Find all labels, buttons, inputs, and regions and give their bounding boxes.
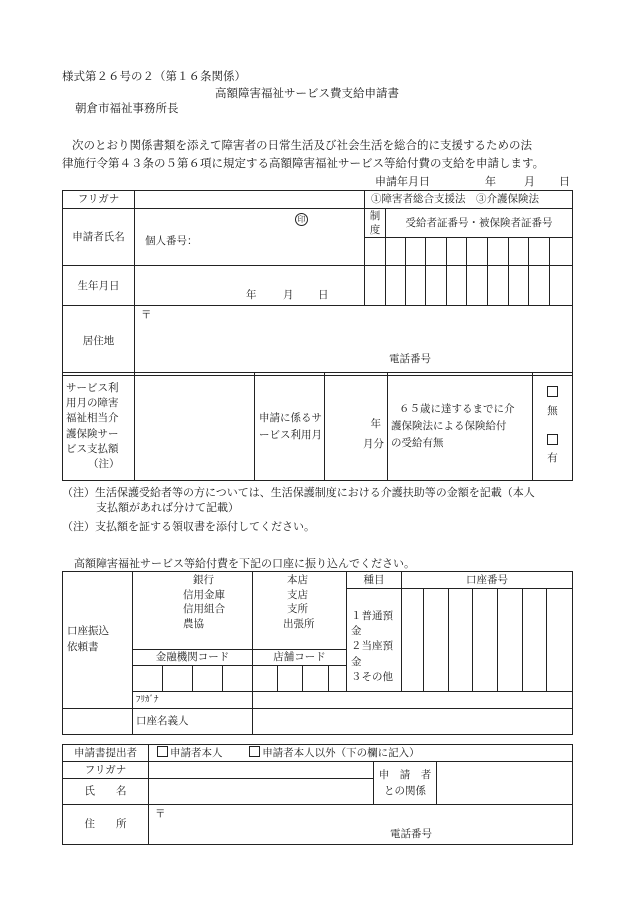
account-digit[interactable] (402, 589, 424, 691)
self-option: 申請者本人 (170, 746, 223, 759)
institution-code-digit[interactable] (193, 666, 223, 692)
birth-day: 日 (318, 289, 329, 302)
note-1-line-1: （注）生活保護受給者等の方については、生活保護制度における介護扶助等の金額を記載（本人 (62, 486, 535, 499)
service-month-label: 申請に係るサ ービス利用月 (255, 373, 325, 481)
service-month-field[interactable] (325, 373, 388, 481)
applicant-table (62, 190, 573, 376)
cert-digit[interactable] (529, 238, 550, 266)
cert-digit[interactable] (467, 238, 488, 266)
inst-type: 信用組合 (183, 603, 225, 616)
service-amount-field[interactable] (135, 373, 255, 481)
cert-digit[interactable] (406, 238, 426, 266)
submitter-furigana-label: フリガナ (63, 762, 149, 779)
furigana-label: フリガナ (63, 191, 135, 209)
submitter-address-label: 住 所 (63, 805, 149, 845)
addressee: 朝倉市福祉事務所長 (75, 101, 179, 115)
note-2: （注）支払額を証する領収書を添付してください。 (62, 520, 315, 533)
account-number-cell (402, 572, 573, 692)
submitter-postal-mark: 〒 (155, 808, 166, 820)
phone-label: 電話番号 (389, 353, 431, 366)
form-title: 高額障害福祉サービス費支給申請書 (215, 86, 399, 100)
account-digit[interactable] (547, 589, 572, 691)
my-number-label: 個人番号： (145, 235, 198, 247)
note-1-line-2: 支払額があれば分けて記載） (96, 501, 239, 514)
residence-field[interactable] (135, 306, 573, 376)
date-day: 日 (559, 175, 570, 188)
branch-type: 支所 (287, 603, 308, 616)
system-label: 制度 (365, 209, 386, 238)
branch-field[interactable] (253, 572, 347, 650)
service-month-unit: 月分 (363, 438, 384, 450)
institution-code-label: 金融機関コード (133, 650, 253, 666)
bank-transfer-label: 口座振込 依頼書 (63, 572, 133, 709)
cert-digit[interactable] (447, 266, 467, 306)
age65-question: ６５歳に達するまでに介 護保険法による保険給付 の受給有無 (388, 373, 533, 481)
relation-field[interactable] (437, 762, 573, 805)
branch-code-digit[interactable] (303, 666, 329, 692)
bank-table (62, 571, 573, 735)
form-number: 様式第２６号の２（第１６条関係） (62, 69, 246, 83)
branch-type: 本店 (287, 574, 308, 586)
other-option: 申請者本人以外（下の欄に記入） (262, 746, 420, 759)
none-label: 無 (547, 404, 558, 417)
submitter-name-field[interactable] (149, 779, 374, 805)
inst-type: 農協 (183, 618, 204, 631)
deposit-type-cell (347, 572, 402, 692)
self-checkbox[interactable] (157, 746, 168, 757)
inst-type: 銀行 (193, 574, 214, 586)
account-number-label: 口座番号 (402, 572, 572, 589)
service-table (62, 372, 573, 481)
furigana-field[interactable] (135, 191, 365, 209)
cert-digit[interactable] (550, 266, 573, 306)
institution-code-digit[interactable] (223, 666, 253, 692)
financial-institution-field[interactable] (133, 572, 253, 650)
none-checkbox[interactable] (547, 386, 558, 397)
birth-date-field[interactable] (135, 266, 365, 306)
applicant-name-label: 申請者氏名 (63, 209, 135, 266)
system-field[interactable] (365, 266, 386, 306)
seal-mark: 印 (295, 213, 308, 226)
cert-digit[interactable] (529, 266, 550, 306)
account-digit[interactable] (449, 589, 473, 691)
cert-digit[interactable] (386, 266, 406, 306)
branch-type: 出張所 (283, 618, 315, 631)
cert-digit[interactable] (550, 238, 573, 266)
bank-intro: 高額障害福祉サービス等給付費を下記の口座に振り込んでください。 (74, 557, 415, 570)
certificate-number-label: 受給者証番号・被保険者証番号 (386, 209, 573, 238)
submitter-name-label: 氏 名 (63, 779, 149, 805)
account-digit[interactable] (523, 589, 547, 691)
holder-furigana-label: ﾌﾘｶﾞﾅ (133, 692, 253, 709)
system-field[interactable] (365, 238, 386, 266)
submitter-address-field[interactable] (149, 805, 573, 845)
postal-mark: 〒 (141, 309, 152, 322)
deposit-type: ２当座預金 (351, 640, 393, 668)
law-options: ①障害者総合支援法 ③介護保険法 (365, 191, 573, 209)
account-digit[interactable] (424, 589, 449, 691)
cert-digit[interactable] (467, 266, 488, 306)
bank-label-spacer (63, 709, 133, 735)
cert-digit[interactable] (406, 266, 426, 306)
age65-answer (533, 373, 573, 481)
deposit-type-label: 種目 (347, 572, 401, 589)
cert-digit[interactable] (509, 238, 529, 266)
service-year: 年 (370, 418, 381, 430)
service-amount-label: サービス利 用月の障害 福祉相当介 護保険サー ビス支払額 （注） (63, 373, 135, 481)
body-text-line-1: 次のとおり関係書類を添えて障害者の日常生活及び社会生活を総合的に支援するための法 (72, 138, 532, 152)
application-date-label: 申請年月日 (375, 175, 430, 188)
branch-type: 支店 (287, 588, 308, 601)
residence-label: 居住地 (63, 306, 135, 376)
branch-code-label: 店舗コード (253, 650, 347, 666)
account-holder-label: 口座名義人 (133, 709, 253, 735)
inst-type: 信用金庫 (183, 588, 225, 601)
cert-digit[interactable] (509, 266, 529, 306)
body-text-line-2: 律施行令第４３条の５第６項に規定する高額障害福祉サービス等給付費の支給を申請します。 (62, 156, 545, 170)
branch-code-spacer (329, 666, 347, 692)
birth-month: 月 (283, 289, 294, 302)
branch-code-digit[interactable] (278, 666, 303, 692)
submitter-phone-label: 電話番号 (390, 828, 432, 840)
birth-date-label: 生年月日 (63, 266, 135, 306)
account-holder-field[interactable] (253, 709, 573, 735)
institution-code-digit[interactable] (163, 666, 193, 692)
deposit-type: １普通預金 (351, 610, 393, 638)
date-year: 年 (485, 175, 496, 188)
other-checkbox[interactable] (249, 746, 260, 757)
yes-checkbox[interactable] (547, 434, 558, 445)
submitter-furigana-field[interactable] (149, 762, 374, 779)
submitter-options (149, 745, 573, 762)
date-month: 月 (524, 175, 535, 188)
account-digit[interactable] (498, 589, 523, 691)
birth-year: 年 (246, 289, 257, 302)
cert-digit[interactable] (426, 238, 447, 266)
holder-furigana-field[interactable] (253, 692, 573, 709)
branch-code-digit[interactable] (253, 666, 278, 692)
cert-digit[interactable] (386, 238, 406, 266)
yes-label: 有 (547, 452, 558, 465)
institution-code-digit[interactable] (133, 666, 163, 692)
submitter-label: 申請書提出者 (63, 745, 149, 762)
deposit-type: ３その他 (351, 670, 393, 683)
submitter-table (62, 744, 573, 845)
cert-digit[interactable] (488, 238, 509, 266)
account-digit[interactable] (473, 589, 498, 691)
applicant-name-field[interactable] (135, 209, 365, 266)
cert-digit[interactable] (447, 238, 467, 266)
relation-label: 申 請 者 との関係 (374, 762, 437, 805)
cert-digit[interactable] (426, 266, 447, 306)
cert-digit[interactable] (488, 266, 509, 306)
